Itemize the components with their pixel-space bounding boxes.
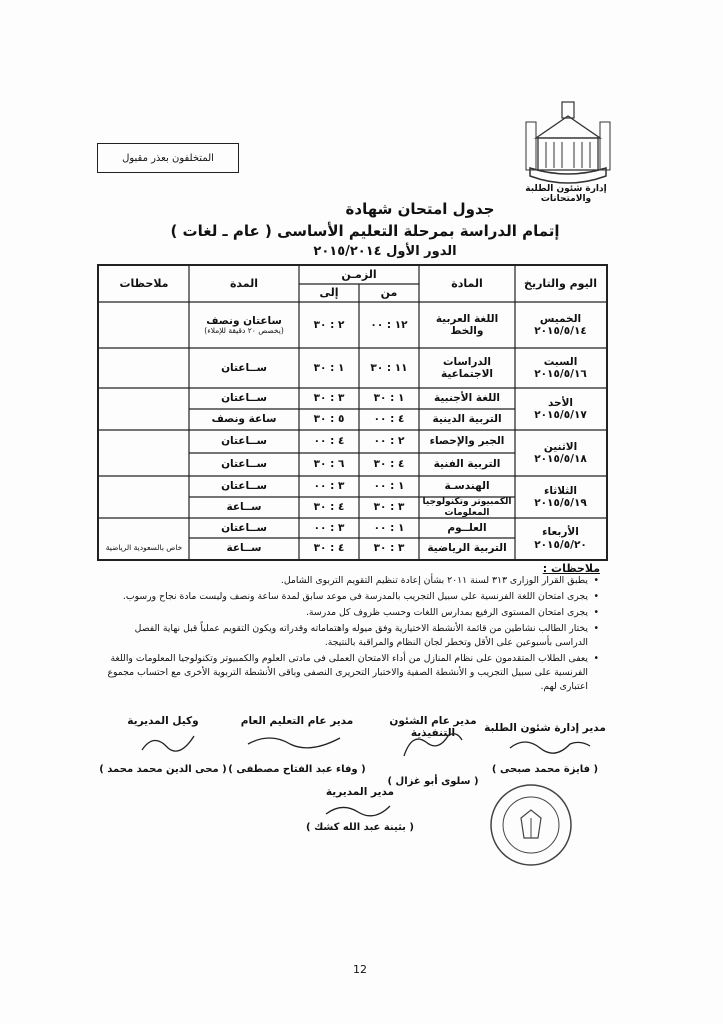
signature-scribble-icon	[392, 728, 472, 760]
time-to-cell: ٤ : ٣٠	[313, 542, 345, 555]
time-to-cell: ١ : ٣٠	[313, 361, 345, 374]
day-date: ٢٠١٥/٥/١٤	[534, 325, 587, 337]
note-item: • يطبق القرار الوزارى ٣١٣ لسنة ٢٠١١ بشأن إعادة تنظيم التقويم التربوى الشامل.	[100, 574, 588, 588]
day-name: الخميس	[539, 312, 582, 325]
time-from-cell: ١١ : ٣٠	[370, 361, 408, 374]
director-role: مدير المديرية	[325, 786, 395, 798]
duration-cell: ســاعة	[226, 542, 262, 555]
subject-cell: الجبر والإحصاء	[429, 435, 505, 448]
day-cell	[515, 518, 606, 559]
signature-role: مدير عام الشئون التنفيذية	[389, 715, 477, 739]
subject-cell: الكمبيوتر وتكنولوجيا المعلومات	[422, 497, 512, 518]
director-name: ( بثينة عبد الله كشك )	[306, 822, 414, 833]
row-note-cell: خاص بالسعودية الرياضية	[105, 543, 183, 553]
notes-title: ملاحظات :	[542, 562, 600, 575]
time-from-cell: ١ : ٣٠	[373, 392, 405, 405]
duration-cell: ســاعتان	[221, 361, 267, 374]
subject-cell: الدراسات الاجتماعية	[440, 355, 494, 380]
day-date: ٢٠١٥/٥/١٧	[534, 409, 587, 421]
time-from-cell: ٣ : ٣٠	[373, 501, 405, 514]
time-to-cell: ٤ : ٠٠	[313, 435, 345, 448]
duration-cell: ســاعة	[226, 501, 262, 514]
subject-cell: الهندسـة	[444, 480, 490, 493]
time-to-cell: ٥ : ٣٠	[313, 413, 345, 426]
time-to-cell: ٣ : ٣٠	[313, 392, 345, 405]
day-date: ٢٠١٥/٥/١٦	[534, 368, 587, 380]
subject-cell: التربية الدينية	[432, 413, 502, 426]
subject-cell: التربية الفنية	[433, 458, 501, 471]
time-to-cell: ٦ : ٣٠	[313, 458, 345, 471]
day-name: الاثنين	[543, 440, 578, 453]
subject-cell: اللغة العربية والخط	[435, 312, 499, 337]
signature-role: مدير إدارة شئون الطلبة	[484, 722, 606, 734]
subject-cell: التربية الرياضية	[427, 542, 507, 555]
exam-schedule-table	[97, 264, 608, 561]
time-from-cell: ٤ : ٣٠	[373, 458, 405, 471]
time-from-cell: ١ : ٠٠	[373, 480, 405, 493]
signature-scribble-icon	[240, 730, 350, 756]
department-name: إدارة شئون الطلبة والامتحانات	[525, 184, 607, 204]
ministry-logo-icon	[522, 98, 614, 186]
duration-cell: ســاعتان	[221, 435, 267, 448]
signature-role: مدير عام التعليم العام	[240, 715, 354, 727]
day-cell	[515, 388, 606, 430]
header-from: من	[380, 285, 398, 299]
signature-name: ( سلوى أبو غزال )	[387, 776, 479, 787]
header-duration: المدة	[229, 276, 259, 290]
exam-session: الدور الأول ٢٠١٥/٢٠١٤	[313, 244, 457, 259]
header-notes: ملاحظات	[119, 276, 169, 290]
subject-cell: اللغة الأجنبية	[434, 392, 500, 405]
signature-role: وكيل المديرية	[127, 715, 199, 727]
day-name: الثلاثاء	[543, 484, 578, 497]
signature-scribble-icon	[500, 732, 600, 758]
subject-cell: العلــوم	[447, 521, 487, 534]
day-name: الأربعاء	[542, 526, 579, 539]
time-to-cell: ٣ : ٠٠	[313, 480, 345, 493]
duration-cell: ساعة ونصف	[211, 413, 277, 426]
day-name: الأحد	[547, 396, 574, 409]
time-to-cell: ٤ : ٣٠	[313, 501, 345, 514]
header-day: اليوم والتاريخ	[524, 276, 597, 290]
signature-name: ( فايزة محمد صبحى )	[491, 764, 599, 775]
signature-scribble-icon	[318, 800, 398, 822]
signature-scribble-icon	[132, 730, 212, 760]
time-from-cell: ٤ : ٠٠	[373, 413, 405, 426]
day-date: ٢٠١٥/٥/١٨	[534, 453, 587, 465]
header-subject: المادة	[451, 276, 483, 290]
time-from-cell: ١ : ٠٠	[373, 521, 405, 534]
note-item: • يعفى الطلاب المتقدمون على نظام المنازل من أداء الامتحان العملى فى مادتى العلوم والكمبيوتر وتكنولوجيا المعلومات واللغة الفرنسية على سبيل التجريب و الأنشطة الصفية والاختبار التحريرى النصفى وباقى الأنشطة التربوية الأخرى مع احتساب مجموع اعتبارى لهم.	[100, 652, 588, 694]
duration-note: (يخصص ٢٠ دقيقة للإملاء)	[204, 325, 284, 335]
day-date: ٢٠١٥/٥/٢٠	[534, 538, 587, 551]
page-title: جدول امتحان شهادة	[345, 200, 495, 218]
day-cell	[515, 348, 606, 388]
duration-cell: ســاعتان	[221, 480, 267, 493]
duration-cell: ســاعتان	[221, 458, 267, 471]
day-cell	[515, 430, 606, 476]
time-from-cell: ١٢ : ٠٠	[370, 318, 408, 331]
time-from-cell: ٢ : ٠٠	[373, 435, 405, 448]
day-date: ٢٠١٥/٥/١٩	[534, 497, 587, 509]
page-number: 12	[353, 963, 367, 976]
note-item: • يجرى امتحان المستوى الرفيع بمدارس اللغات وحسب ظروف كل مدرسة.	[100, 606, 588, 620]
time-to-cell: ٣ : ٠٠	[313, 521, 345, 534]
header-to: إلى	[319, 285, 339, 299]
time-from-cell: ٣ : ٣٠	[373, 542, 405, 555]
late-students-box: المتخلفون بعذر مقبول	[97, 143, 239, 173]
notes-list	[100, 574, 600, 696]
note-item: • يجرى امتحان اللغة الفرنسية على سبيل التجريب بالمدرسة فى موعد سابق لمدة ساعة ونصف وليست مادة نجاح ورسوب.	[100, 590, 588, 604]
signature-name: ( محى الدين محمد محمد )	[99, 764, 227, 775]
note-item: • يختار الطالب نشاطين من قائمة الأنشطة الاختيارية وفق ميوله واهتماماته وقدراته ويكون التقويم عملياً قبل نهاية الفصل الدراسى بأسبوعين على الأقل وتخطر لجان النظام والمراقبة بالنتيجة.	[100, 622, 588, 650]
duration-cell	[189, 302, 299, 348]
time-to-cell: ٢ : ٣٠	[313, 318, 345, 331]
header-time: الزمـن	[341, 267, 377, 281]
day-name: السبت	[543, 355, 578, 368]
duration-cell: ســاعتان	[221, 392, 267, 405]
day-cell	[515, 302, 606, 348]
page-subtitle: إتمام الدراسة بمرحلة التعليم الأساسى ( عام ـ لغات )	[170, 222, 560, 240]
day-cell	[515, 476, 606, 518]
duration-text: ساعتان ونصف	[206, 314, 282, 327]
signature-name: ( وفاء عبد الفتاح مصطفى )	[228, 764, 366, 775]
official-stamp-icon	[488, 782, 574, 868]
duration-cell: ســاعتان	[221, 521, 267, 534]
